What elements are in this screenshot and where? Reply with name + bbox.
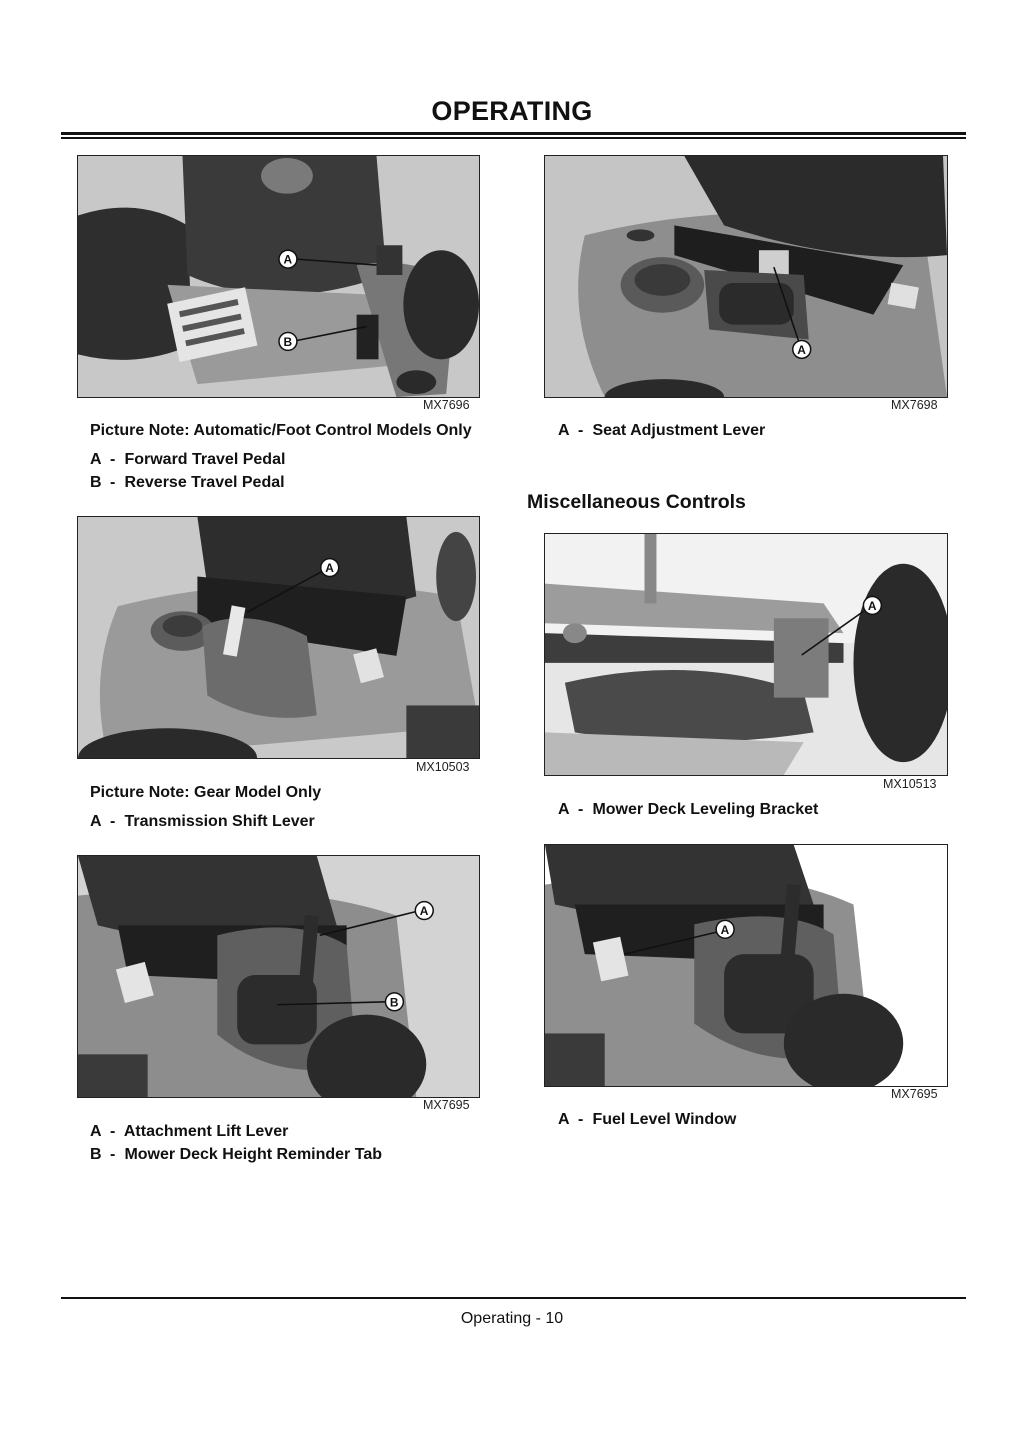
callout-a: A [283,252,293,267]
legend-key: A [90,813,102,830]
legend-key: A [558,801,570,818]
legend-key: A [90,1123,102,1140]
legend-item: A - Transmission Shift Lever [90,813,315,830]
figure-mower-deck-leveling-bracket [544,533,948,776]
figure-code: MX7696 [423,398,470,412]
legend-item: A - Attachment Lift Lever [90,1123,289,1140]
page-title: OPERATING [431,96,593,126]
legend-text: Fuel Level Window [592,1111,737,1128]
legend-item: A - Fuel Level Window [558,1111,737,1128]
header-rule-thin [61,137,966,139]
legend-text: Mower Deck Leveling Bracket [592,801,819,818]
figure-code: MX10503 [416,760,470,774]
legend-text: Attachment Lift Lever [123,1123,289,1140]
legend-text: Seat Adjustment Lever [592,422,766,439]
legend-item: A - Forward Travel Pedal [90,451,286,468]
figure-fuel-level-window [544,844,948,1087]
figure-attachment-lift-lever [77,855,480,1098]
page-footer: Operating - 10 [460,1310,564,1327]
picture-note: Picture Note: Gear Model Only [90,784,322,801]
legend-key: A [558,1111,570,1128]
callout-b: B [283,334,293,349]
picture-note: Picture Note: Automatic/Foot Control Models Only [90,422,472,439]
figure-transmission-shift-lever [77,516,480,759]
callout-b: B [389,995,399,1010]
legend-text: Reverse Travel Pedal [124,474,285,491]
legend-text: Mower Deck Height Reminder Tab [124,1146,382,1163]
header-rule-thick [61,132,966,135]
callout-a: A [419,904,429,919]
figure-seat-adjustment [544,155,948,398]
legend-key: B [90,474,102,491]
legend-text: Forward Travel Pedal [124,451,286,468]
legend-text: Transmission Shift Lever [124,813,315,830]
figure-code: MX10513 [883,777,937,791]
legend-item: B - Mower Deck Height Reminder Tab [90,1146,382,1163]
legend-item: A - Seat Adjustment Lever [558,422,766,439]
legend-item: A - Mower Deck Leveling Bracket [558,801,819,818]
figure-forward-reverse-pedals [77,155,480,398]
callout-a: A [325,561,334,576]
callout-a: A [797,342,806,357]
callout-a: A [720,922,730,937]
legend-key: B [90,1146,102,1163]
figure-code: MX7698 [891,398,938,412]
callout-a: A [867,598,877,613]
legend-key: A [90,451,102,468]
section-heading: Miscellaneous Controls [527,491,746,513]
footer-rule [61,1297,966,1299]
legend-key: A [558,422,570,439]
figure-code: MX7695 [423,1098,470,1112]
figure-code: MX7695 [891,1087,938,1101]
legend-item: B - Reverse Travel Pedal [90,474,285,491]
